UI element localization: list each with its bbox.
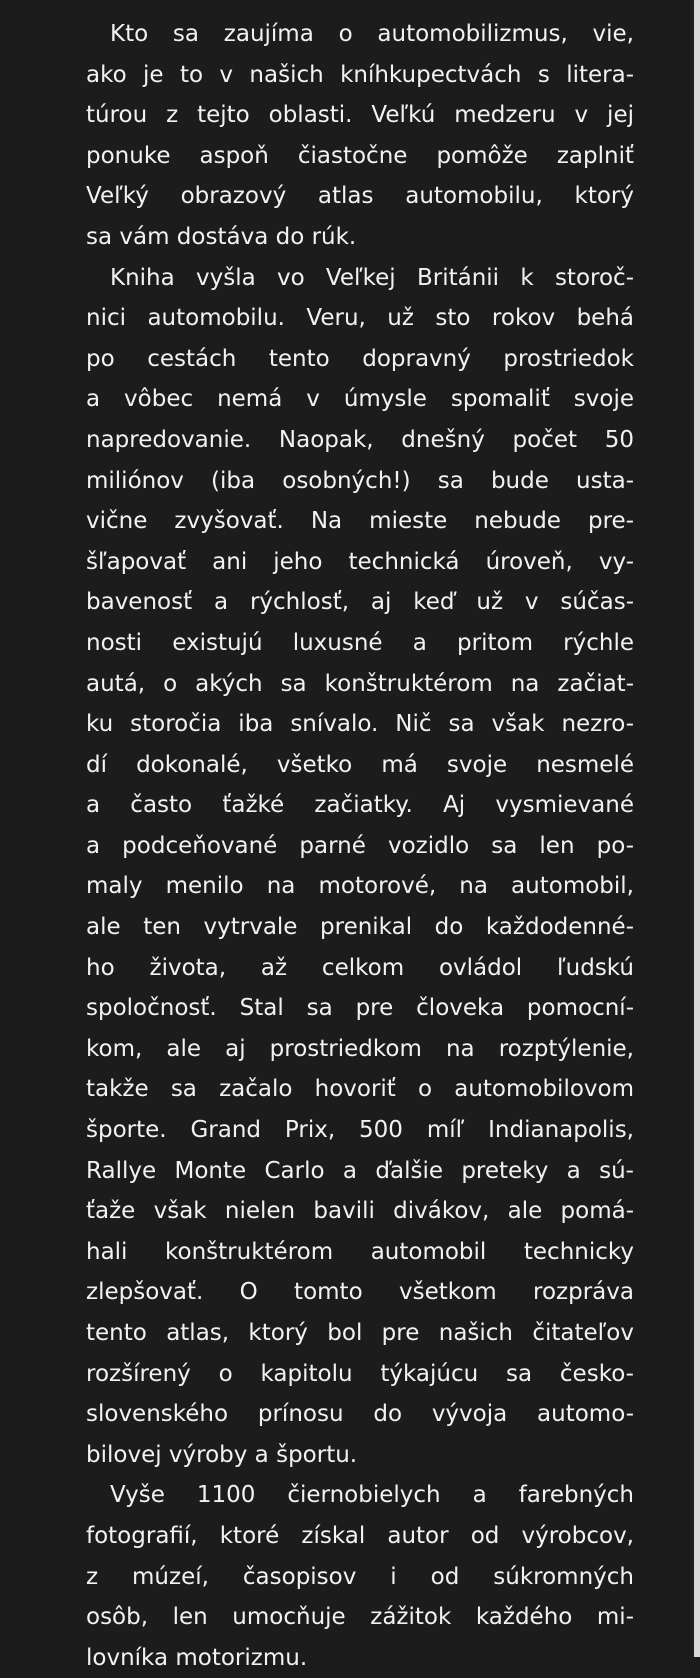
text-line: šľapovať ani jeho technická úroveň, vy- — [86, 548, 634, 575]
text-line: z múzeí, časopisov i od súkromných — [86, 1563, 634, 1590]
text-line: nosti existujú luxusné a pritom rýchle — [86, 629, 634, 656]
cover-text — [86, 14, 634, 1678]
text-line: napredovanie. Naopak, dnešný počet 50 — [86, 426, 634, 453]
text-line: Kniha vyšla vo Veľkej Británii k storoč- — [110, 264, 634, 291]
text-line: maly menilo na motorové, na automobil, — [86, 873, 634, 900]
text-line: lovníka motorizmu. — [86, 1644, 308, 1671]
text-line: ale ten vytrvale prenikal do každodenné- — [86, 914, 634, 941]
text-line: osôb, len umocňuje zážitok každého mi- — [86, 1604, 634, 1631]
text-line: rozšírený o kapitolu týkajúcu sa česko- — [86, 1360, 634, 1387]
text-line: tento atlas, ktorý bol pre našich čitateľov — [86, 1320, 634, 1346]
text-line: ponuke aspoň čiastočne pomôže zaplniť — [86, 142, 634, 169]
text-line: autá, o akých sa konštruktérom na začiat- — [86, 670, 634, 697]
text-line: kom, ale aj prostriedkom na rozptýlenie, — [86, 1035, 634, 1062]
text-line: a vôbec nemá v úmysle spomaliť svoje — [86, 386, 634, 413]
text-line: Kto sa zaujíma o automobilizmus, vie, — [110, 21, 634, 47]
text-line: hali konštruktérom automobil technicky — [86, 1238, 634, 1265]
text-line: zlepšovať. O tomto všetkom rozpráva — [86, 1279, 634, 1306]
text-line: bavenosť a rýchlosť, aj keď už v súčas- — [86, 589, 634, 616]
text-line: ho života, až celkom ovládol ľudskú — [86, 954, 634, 981]
text-line: ku storočia iba snívalo. Nič sa však nezro- — [86, 711, 634, 738]
text-line: spoločnosť. Stal sa pre človeka pomocní- — [86, 995, 634, 1022]
text-line: dí dokonalé, všetko má svoje nesmelé — [86, 751, 634, 778]
text-line: po cestách tento dopravný prostriedok — [86, 345, 634, 372]
text-line: a podceňované parné vozidlo sa len po- — [86, 832, 634, 859]
page-edge — [694, 0, 700, 1657]
text-line: vične zvyšovať. Na mieste nebude pre- — [86, 508, 634, 535]
text-line: ťaže však nielen bavili divákov, ale pomá- — [86, 1198, 634, 1225]
text-line: nici automobilu. Veru, už sto rokov behá — [86, 305, 634, 332]
text-line: ako je to v našich kníhkupectvách s litera- — [86, 61, 634, 88]
text-line: Vyše 1100 čiernobielych a farebných — [110, 1482, 634, 1509]
paragraph-2 — [86, 258, 634, 1476]
text-line: Rallye Monte Carlo a ďalšie preteky a sú- — [86, 1157, 634, 1184]
text-line: Veľký obrazový atlas automobilu, ktorý — [86, 183, 634, 210]
text-line: takže sa začalo hovoriť o automobilovom — [86, 1076, 634, 1103]
text-line: túrou z tejto oblasti. Veľkú medzeru v jej — [86, 102, 634, 129]
paragraph-1 — [86, 14, 634, 258]
paragraph-3 — [86, 1475, 634, 1678]
text-line: fotografií, ktoré získal autor od výrobcov, — [86, 1522, 634, 1549]
text-line: a často ťažké začiatky. Aj vysmievané — [86, 792, 634, 819]
text-line: slovenského prínosu do vývoja automo- — [86, 1401, 634, 1428]
text-line: bilovej výroby a športu. — [86, 1441, 358, 1468]
text-line: miliónov (iba osobných!) sa bude usta- — [86, 467, 634, 494]
text-line: sa vám dostáva do rúk. — [86, 223, 357, 250]
text-line: športe. Grand Prix, 500 míľ Indianapolis, — [86, 1117, 634, 1144]
